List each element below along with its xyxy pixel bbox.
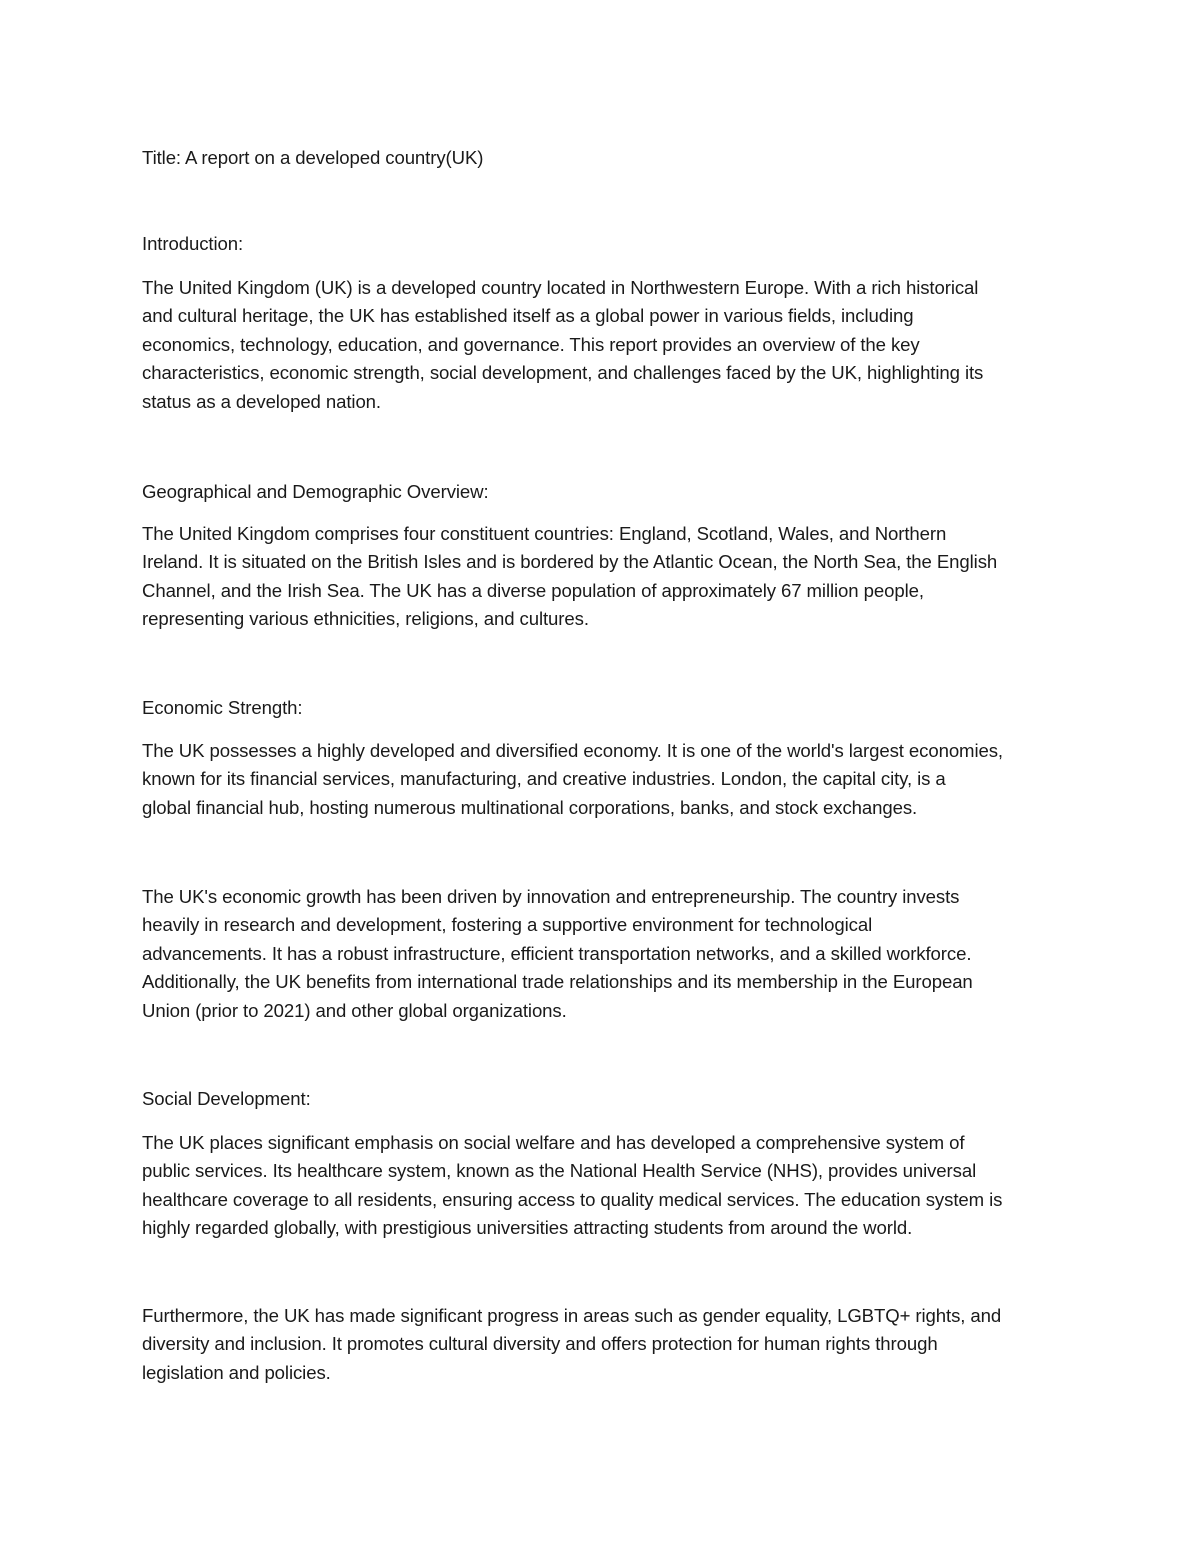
- paragraph-line: Ireland. It is situated on the British Isles and is bordered by the Atlantic Ocean, the North Sea, the English: [142, 551, 998, 573]
- paragraph-line: advancements. It has a robust infrastructure, efficient transportation networks, and a skilled workforce.: [142, 942, 972, 964]
- paragraph-line: Additionally, the UK benefits from international trade relationships and its membership in the European: [142, 971, 973, 993]
- paragraph-line: global financial hub, hosting numerous multinational corporations, banks, and stock exchanges.: [142, 796, 918, 818]
- paragraph-line: The UK places significant emphasis on social welfare and has developed a comprehensive system of: [142, 1132, 965, 1153]
- social-heading: Social Development:: [142, 1088, 311, 1109]
- paragraph-line: healthcare coverage to all residents, ensuring access to quality medical services. The education system is: [142, 1188, 1003, 1210]
- paragraph-line: Channel, and the Irish Sea. The UK has a diverse population of approximately 67 million people,: [142, 579, 924, 601]
- economy-paragraph-2: [142, 883, 1072, 1025]
- paragraph-line: The United Kingdom (UK) is a developed country located in Northwestern Europe. With a rich historical: [142, 277, 979, 298]
- paragraph-line: representing various ethnicities, religions, and cultures.: [142, 608, 589, 630]
- economy-heading: Economic Strength:: [142, 697, 303, 718]
- document-title: Title: A report on a developed country(UK): [142, 147, 484, 168]
- paragraph-line: public services. Its healthcare system, known as the National Health Service (NHS), provides universal: [142, 1160, 977, 1182]
- economy-paragraph-1: [142, 737, 1072, 822]
- paragraph-line: Furthermore, the UK has made significant progress in areas such as gender equality, LGBTQ+ rights, and: [142, 1305, 1002, 1326]
- paragraph-line: diversity and inclusion. It promotes cultural diversity and offers protection for human rights through: [142, 1333, 938, 1355]
- paragraph-line: legislation and policies.: [142, 1361, 331, 1383]
- geography-heading: Geographical and Demographic Overview:: [142, 481, 489, 502]
- geography-paragraph: [142, 520, 1072, 634]
- paragraph-line: The UK possesses a highly developed and diversified economy. It is one of the world's largest economies,: [142, 740, 1003, 761]
- social-paragraph-1: [142, 1129, 1072, 1243]
- paragraph-line: characteristics, economic strength, social development, and challenges faced by the UK, highlighting its: [142, 362, 984, 384]
- introduction-heading: Introduction:: [142, 233, 244, 254]
- paragraph-line: economics, technology, education, and governance. This report provides an overview of the key: [142, 333, 920, 355]
- paragraph-line: known for its financial services, manufacturing, and creative industries. London, the capital city, is a: [142, 768, 946, 790]
- paragraph-line: heavily in research and development, fostering a supportive environment for technological: [142, 914, 873, 936]
- introduction-paragraph: [142, 274, 1072, 416]
- social-paragraph-2: [142, 1302, 1072, 1387]
- paragraph-line: The UK's economic growth has been driven by innovation and entrepreneurship. The country invests: [142, 886, 960, 907]
- paragraph-line: and cultural heritage, the UK has established itself as a global power in various fields, including: [142, 305, 914, 327]
- paragraph-line: highly regarded globally, with prestigious universities attracting students from around the world.: [142, 1217, 913, 1239]
- paragraph-line: The United Kingdom comprises four constituent countries: England, Scotland, Wales, and Northern: [142, 523, 947, 544]
- paragraph-line: Union (prior to 2021) and other global organizations.: [142, 999, 567, 1021]
- paragraph-line: status as a developed nation.: [142, 390, 381, 412]
